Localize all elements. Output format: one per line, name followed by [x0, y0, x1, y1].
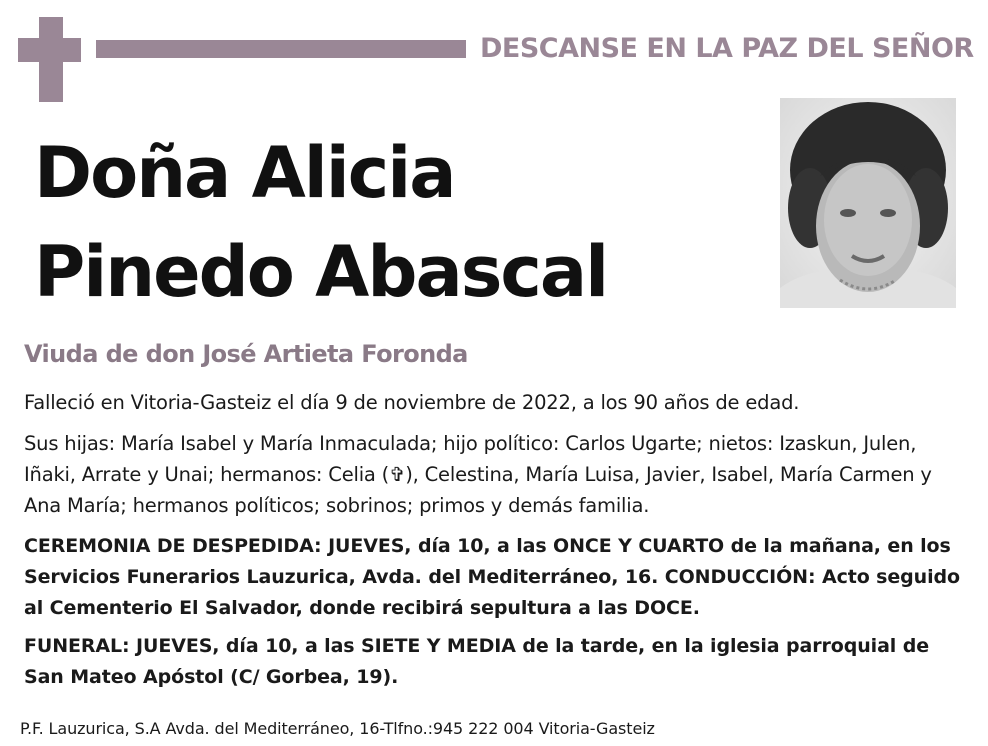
- deceased-portrait: [780, 98, 956, 308]
- header-motto: DESCANSE EN LA PAZ DEL SEÑOR: [480, 33, 974, 64]
- widow-subtitle: Viuda de don José Artieta Foronda: [24, 340, 468, 368]
- family-list: Sus hijas: María Isabel y María Inmaculada; hijo político: Carlos Ugarte; nietos: Izaskun, Julen, Iñaki, Arrate y Unai; hermanos: Celia (✞), Celestina, María Luisa, Javier, Isabel, María Carmen y Ana María; hermanos políticos; sobrinos; primos y demás familia.: [24, 432, 932, 517]
- death-notice: Falleció en Vitoria-Gasteiz el día 9 de noviembre de 2022, a los 90 años de edad.: [24, 391, 800, 414]
- funeral-home-footer: P.F. Lauzurica, S.A Avda. del Mediterráneo, 16-Tlfno.:945 222 004 Vitoria-Gasteiz: [20, 719, 655, 738]
- header-rule: [96, 40, 466, 58]
- cross-icon-horizontal: [18, 38, 81, 62]
- deceased-name-line2: Pinedo Abascal: [34, 231, 608, 313]
- ceremony-details: CEREMONIA DE DESPEDIDA: JUEVES, día 10, a las ONCE Y CUARTO de la mañana, en los Servicios Funerarios Lauzurica, Avda. del Mediterráneo, 16. CONDUCCIÓN: Acto seguido al Cementerio El Salvador, donde recibirá sepultura a las DOCE.: [24, 535, 960, 619]
- deceased-name-line1: Doña Alicia: [34, 132, 455, 214]
- funeral-details: FUNERAL: JUEVES, día 10, a las SIETE Y MEDIA de la tarde, en la iglesia parroquial de San Mateo Apóstol (C/ Gorbea, 19).: [24, 635, 930, 688]
